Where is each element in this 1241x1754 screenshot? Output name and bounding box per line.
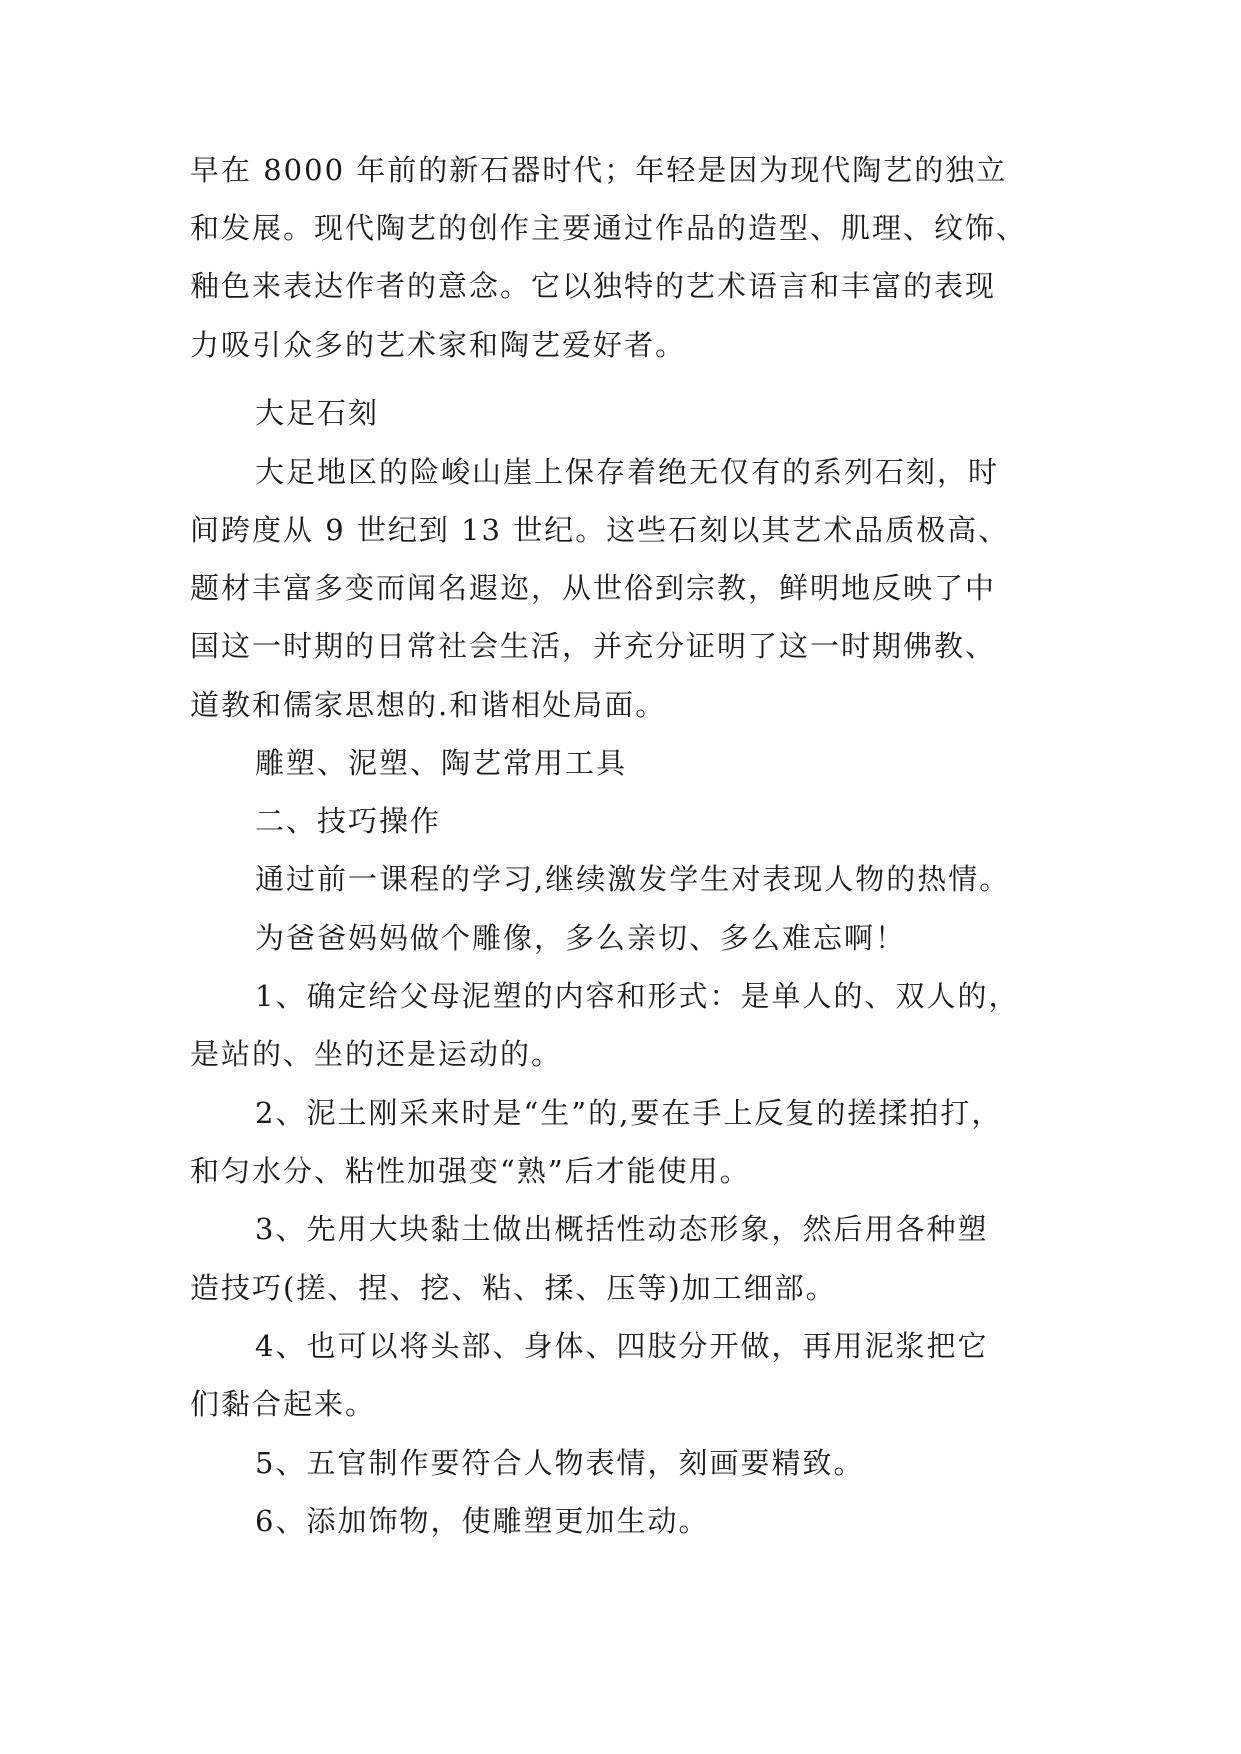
text-line: 釉色来表达作者的意念。它以独特的艺术语言和丰富的表现 [190, 269, 997, 303]
text-line: 通过前一课程的学习,继续激发学生对表现人物的热情。 [255, 862, 1011, 896]
text-line: 早在 8000 年前的新石器时代；年轻是因为现代陶艺的独立 [190, 153, 1008, 187]
list-item-text: 2、泥土刚采来时是“生”的,要在手上反复的搓揉拍打， [255, 1096, 1003, 1130]
text-line: 为爸爸妈妈做个雕像，多么亲切、多么难忘啊！ [255, 921, 907, 955]
list-item-text: 6、添加饰物，使雕塑更加生动。 [255, 1504, 710, 1538]
text-line: 间跨度从 9 世纪到 13 世纪。这些石刻以其艺术品质极高、 [190, 513, 1010, 547]
text-line: 大足地区的险峻山崖上保存着绝无仅有的系列石刻，时 [255, 455, 1000, 489]
list-item-text: 和匀水分、粘性加强变“熟”后才能使用。 [190, 1154, 751, 1188]
list-item-text: 们黏合起来。 [190, 1387, 377, 1421]
text-line: 国这一时期的日常社会生活，并充分证明了这一时期佛教、 [190, 629, 997, 663]
list-item-text: 1、确定给父母泥塑的内容和形式：是单人的、双人的， [255, 979, 1020, 1013]
text-line: 道教和儒家思想的.和谐相处局面。 [190, 688, 667, 722]
list-item-text: 4、也可以将头部、身体、四肢分开做，再用泥浆把它 [255, 1329, 989, 1363]
text-line: 和发展。现代陶艺的创作主要通过作品的造型、肌理、纹饰、 [190, 211, 1028, 245]
section-heading: 二、技巧操作 [255, 804, 442, 838]
list-item-text: 是站的、坐的还是运动的。 [190, 1037, 563, 1071]
list-item-text: 造技巧(搓、捏、挖、粘、揉、压等)加工细部。 [190, 1271, 837, 1305]
text-line: 题材丰富多变而闻名遐迩，从世俗到宗教，鲜明地反映了中 [190, 571, 997, 605]
list-item-text: 3、先用大块黏土做出概括性动态形象，然后用各种塑 [255, 1212, 989, 1246]
text-line: 力吸引众多的艺术家和陶艺爱好者。 [190, 328, 687, 362]
list-item-text: 5、五官制作要符合人物表情，刻画要精致。 [255, 1446, 865, 1480]
section-heading: 雕塑、泥塑、陶艺常用工具 [255, 746, 628, 780]
section-heading: 大足石刻 [255, 396, 380, 430]
